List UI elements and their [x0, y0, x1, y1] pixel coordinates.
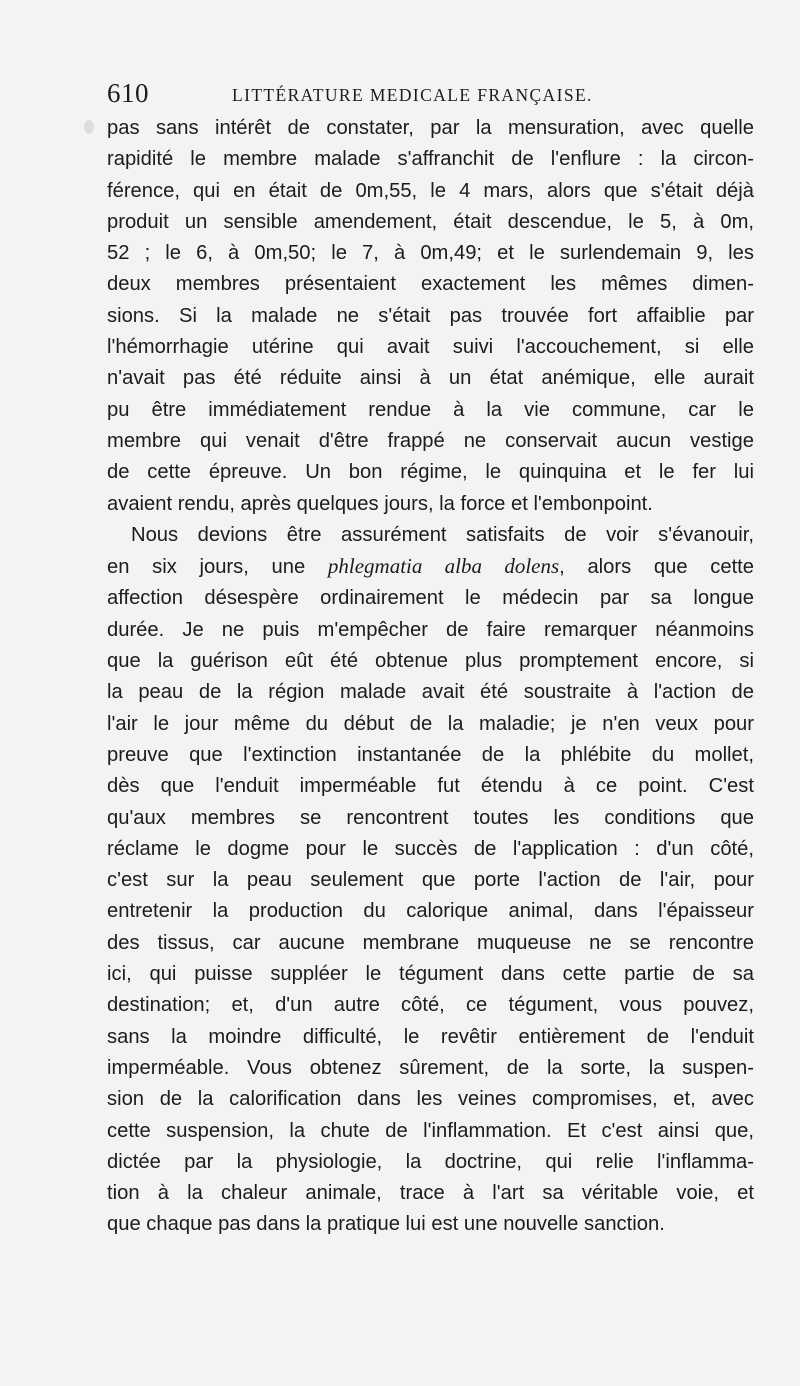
text-line: que la guérison eût été obtenue plus promptement encore, si — [107, 650, 754, 673]
text-line: rapidité le membre malade s'affranchit de l'enflure : la circon- — [107, 148, 754, 171]
running-title: LITTÉRATURE MEDICALE FRANÇAISE. — [232, 85, 593, 105]
text-line: durée. Je ne puis m'empêcher de faire remarquer néanmoins — [107, 618, 754, 641]
paragraph-2 — [107, 520, 754, 1241]
text-line: réclame le dogme pour le succès de l'application : d'un côté, — [107, 837, 754, 860]
text-line: dictée par la physiologie, la doctrine, qui relie l'inflamma- — [107, 1150, 754, 1173]
text-line: avaient rendu, après quelques jours, la force et l'embonpoint. — [107, 492, 653, 515]
text-line: de cette épreuve. Un bon régime, le quinquina et le fer lui — [107, 461, 754, 484]
text-line: sans la moindre difficulté, le revêtir entièrement de l'enduit — [107, 1025, 754, 1048]
text-line: entretenir la production du calorique animal, dans l'épaisseur — [107, 900, 754, 923]
text-line-with-italic — [107, 551, 754, 583]
text-line: c'est sur la peau seulement que porte l'action de l'air, pour — [107, 869, 754, 892]
text-line: cette suspension, la chute de l'inflammation. Et c'est ainsi que, — [107, 1119, 754, 1142]
running-head — [107, 78, 757, 108]
paragraph-1 — [107, 113, 754, 520]
page-stain — [84, 120, 94, 134]
text-line: membre qui venait d'être frappé ne conservait aucun vestige — [107, 429, 754, 452]
text-line: dès que l'enduit imperméable fut étendu à ce point. C'est — [107, 775, 754, 798]
text-line: Nous devions être assurément satisfaits de voir s'évanouir, — [131, 523, 754, 546]
text-line: imperméable. Vous obtenez sûrement, de la sorte, la suspen- — [107, 1056, 754, 1079]
text-line: l'hémorrhagie utérine qui avait suivi l'accouchement, si elle — [107, 336, 754, 359]
text-line: la peau de la région malade avait été soustraite à l'action de — [107, 681, 754, 704]
text-fragment: en six jours, une — [107, 556, 328, 579]
text-line: affection désespère ordinairement le médecin par sa longue — [107, 587, 754, 610]
text-line: destination; et, d'un autre côté, ce tégument, vous pouvez, — [107, 994, 754, 1017]
text-line: deux membres présentaient exactement les mêmes dimen- — [107, 273, 754, 296]
text-line: ici, qui puisse suppléer le tégument dans cette partie de sa — [107, 963, 754, 986]
text-line: sions. Si la malade ne s'était pas trouvée fort affaiblie par — [107, 304, 754, 327]
page-number: 610 — [107, 78, 149, 108]
text-line: qu'aux membres se rencontrent toutes les conditions que — [107, 806, 754, 829]
text-line: 52 ; le 6, à 0m,50; le 7, à 0m,49; et le surlendemain 9, les — [107, 242, 754, 265]
text-line: tion à la chaleur animale, trace à l'art sa véritable voie, et — [107, 1182, 754, 1205]
text-line: férence, qui en était de 0m,55, le 4 mars, alors que s'était déjà — [107, 179, 754, 202]
text-line: l'air le jour même du début de la maladie; je n'en veux pour — [107, 712, 754, 735]
text-fragment: , alors que cette — [559, 556, 755, 579]
text-line: que chaque pas dans la pratique lui est une nouvelle sanction. — [107, 1213, 665, 1236]
body-text — [107, 113, 754, 1241]
text-line: des tissus, car aucune membrane muqueuse ne se rencontre — [107, 931, 754, 954]
text-line: preuve que l'extinction instantanée de la phlébite du mollet, — [107, 743, 754, 766]
text-line: pas sans intérêt de constater, par la mensuration, avec quelle — [107, 117, 754, 139]
text-line: pu être immédiatement rendue à la vie commune, car le — [107, 398, 754, 421]
text-line: n'avait pas été réduite ainsi à un état anémique, elle aurait — [107, 367, 754, 390]
text-line: produit un sensible amendement, était descendue, le 5, à 0m, — [107, 210, 754, 233]
italic-term: phlegmatia alba dolens — [327, 554, 560, 579]
text-line: sion de la calorification dans les veines compromises, et, avec — [107, 1088, 754, 1111]
